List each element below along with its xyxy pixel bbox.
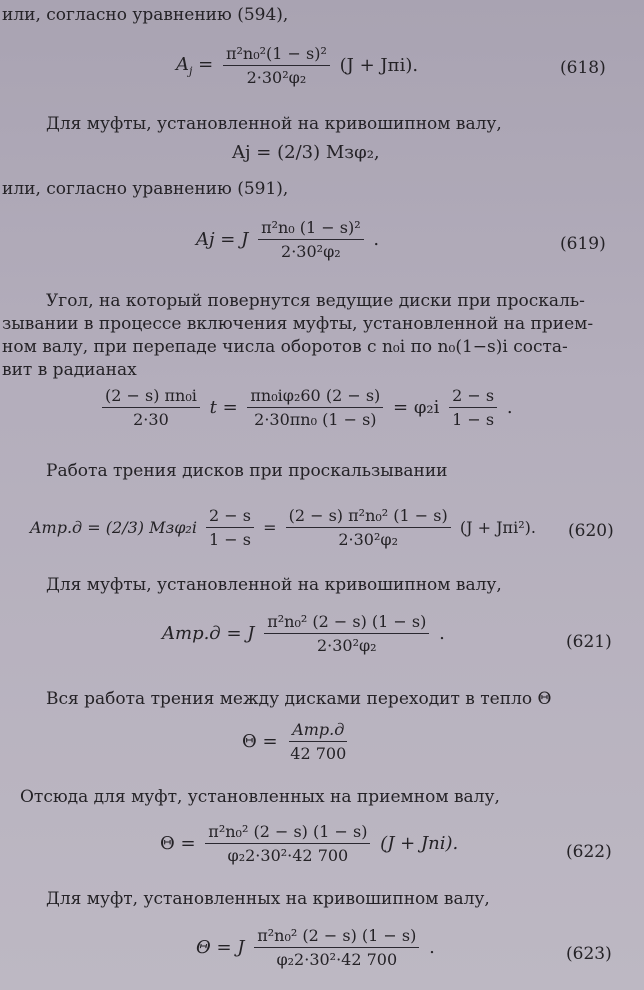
- angle-fraction-1-denominator: 2·30: [133, 410, 169, 429]
- eq620-fraction-2-denominator: 2·30²φ₂: [338, 530, 398, 549]
- equation-622: [160, 822, 458, 865]
- angle-fraction-1: [102, 386, 200, 429]
- eq620-fraction-1-numerator: 2 − s: [206, 506, 254, 528]
- eq619-denominator: 2·30²φ₂: [281, 242, 341, 261]
- paragraph-angle-line-2: зывании в процессе включения муфты, установленной на прием-: [2, 314, 594, 334]
- eq619-tail: .: [373, 229, 380, 250]
- theta-denominator: 42 700: [290, 744, 347, 763]
- paragraph-angle-line-1: Угол, на который повернутся ведущие диски при проскаль-: [46, 291, 585, 311]
- eq621-tail: .: [439, 623, 445, 644]
- eq623-tail: .: [429, 937, 435, 958]
- eq620-tail: (J + Jпi²).: [459, 518, 536, 537]
- theta-fraction: [287, 720, 349, 763]
- paragraph-crank-shaft-2: Для муфты, установленной на кривошипном валу,: [46, 575, 502, 595]
- paragraph-friction-work: Работа трения дисков при проскальзывании: [46, 461, 448, 481]
- equation-621: [162, 612, 445, 655]
- paragraph-heat: Вся работа трения между дисками переходит в тепло Θ: [46, 689, 552, 709]
- paragraph-crank-shaft-3: Для муфт, установленных на кривошипном валу,: [46, 889, 490, 909]
- equation-number-623: (623): [566, 944, 612, 964]
- eq618-denominator: 2·30²φ₂: [246, 68, 307, 87]
- angle-equals-phi: = φ₂i: [393, 397, 440, 418]
- paragraph-crank-shaft-1: Для муфты, установленной на кривошипном валу,: [46, 114, 502, 134]
- eq619-fraction: [258, 218, 364, 261]
- paragraph-intro-591: или, согласно уравнению (591),: [2, 179, 289, 199]
- eq622-numerator: π²n₀² (2 − s) (1 − s): [205, 822, 370, 844]
- eq620-lhs: Aтр.д = (2/3) Mзφ₂i: [30, 518, 197, 537]
- angle-fraction-2-denominator: 2·30πn₀ (1 − s): [254, 410, 377, 429]
- eq621-numerator: π²n₀² (2 − s) (1 − s): [264, 612, 429, 634]
- eq621-lhs: Aтр.д = J: [162, 623, 255, 644]
- eq623-numerator: π²n₀² (2 − s) (1 − s): [254, 926, 419, 948]
- equation-angle: [98, 386, 513, 429]
- paragraph-angle-line-3: ном валу, при перепаде числа оборотов с n₀i по n₀(1−s)i соста-: [2, 337, 568, 357]
- eq618-numerator: π²n₀²(1 − s)²: [223, 44, 330, 66]
- angle-tail: .: [506, 397, 513, 418]
- equation-number-622: (622): [566, 842, 612, 862]
- angle-fraction-2-numerator: πn₀iφ₂60 (2 − s): [247, 386, 383, 408]
- eq619-lhs: Aj = J: [196, 229, 249, 250]
- equation-number-618: (618): [560, 58, 606, 78]
- angle-fraction-3-denominator: 1 − s: [452, 410, 495, 429]
- eq623-fraction: [254, 926, 419, 969]
- eq621-denominator: 2·30²φ₂: [316, 636, 377, 655]
- angle-fraction-1-numerator: (2 − s) πn₀i: [102, 386, 200, 408]
- eq623-denominator: φ₂2·30²·42 700: [276, 950, 398, 969]
- paragraph-angle-line-4: вит в радианах: [2, 360, 137, 380]
- eq622-lhs: Θ =: [160, 833, 196, 854]
- eq623-lhs: Θ = J: [196, 937, 245, 958]
- eq618-tail: (J + Jпi).: [339, 55, 419, 76]
- theta-numerator: Aтр.д: [289, 720, 347, 742]
- angle-fraction-3: [449, 386, 497, 429]
- eq620-fraction-2-numerator: (2 − s) π²n₀² (1 − s): [286, 506, 451, 528]
- eq620-fraction-1: [206, 506, 254, 549]
- angle-fraction-3-numerator: 2 − s: [449, 386, 497, 408]
- equation-618: [176, 44, 418, 87]
- paragraph-receiving-shaft: Отсюда для муфт, установленных на приемном валу,: [20, 787, 500, 807]
- eq619-numerator: π²n₀ (1 − s)²: [258, 218, 364, 240]
- equation-number-620: (620): [568, 521, 614, 541]
- equation-number-621: (621): [566, 632, 612, 652]
- equation-theta: [242, 720, 353, 763]
- eq622-denominator: φ₂2·30²·42 700: [227, 846, 349, 865]
- equation-619: [196, 218, 379, 261]
- eq622-tail: (J + Jпi).: [380, 833, 459, 854]
- eq620-fraction-1-denominator: 1 − s: [209, 530, 251, 549]
- eq618-lhs: $A_j$ =: [176, 53, 214, 78]
- equation-number-619: (619): [560, 234, 606, 254]
- paragraph-intro-594: или, согласно уравнению (594),: [2, 5, 289, 25]
- eq620-equals: =: [263, 518, 277, 537]
- theta-lhs: Θ =: [242, 731, 278, 752]
- angle-t: t =: [209, 397, 238, 418]
- eq618-fraction: [223, 44, 330, 87]
- equation-620: [30, 506, 536, 549]
- equation-aj: Aj = (2/3) Mзφ₂,: [232, 142, 380, 163]
- eq622-fraction: [205, 822, 370, 865]
- eq621-fraction: [264, 612, 429, 655]
- angle-fraction-2: [247, 386, 383, 429]
- equation-623: [196, 926, 435, 969]
- eq620-fraction-2: [286, 506, 451, 549]
